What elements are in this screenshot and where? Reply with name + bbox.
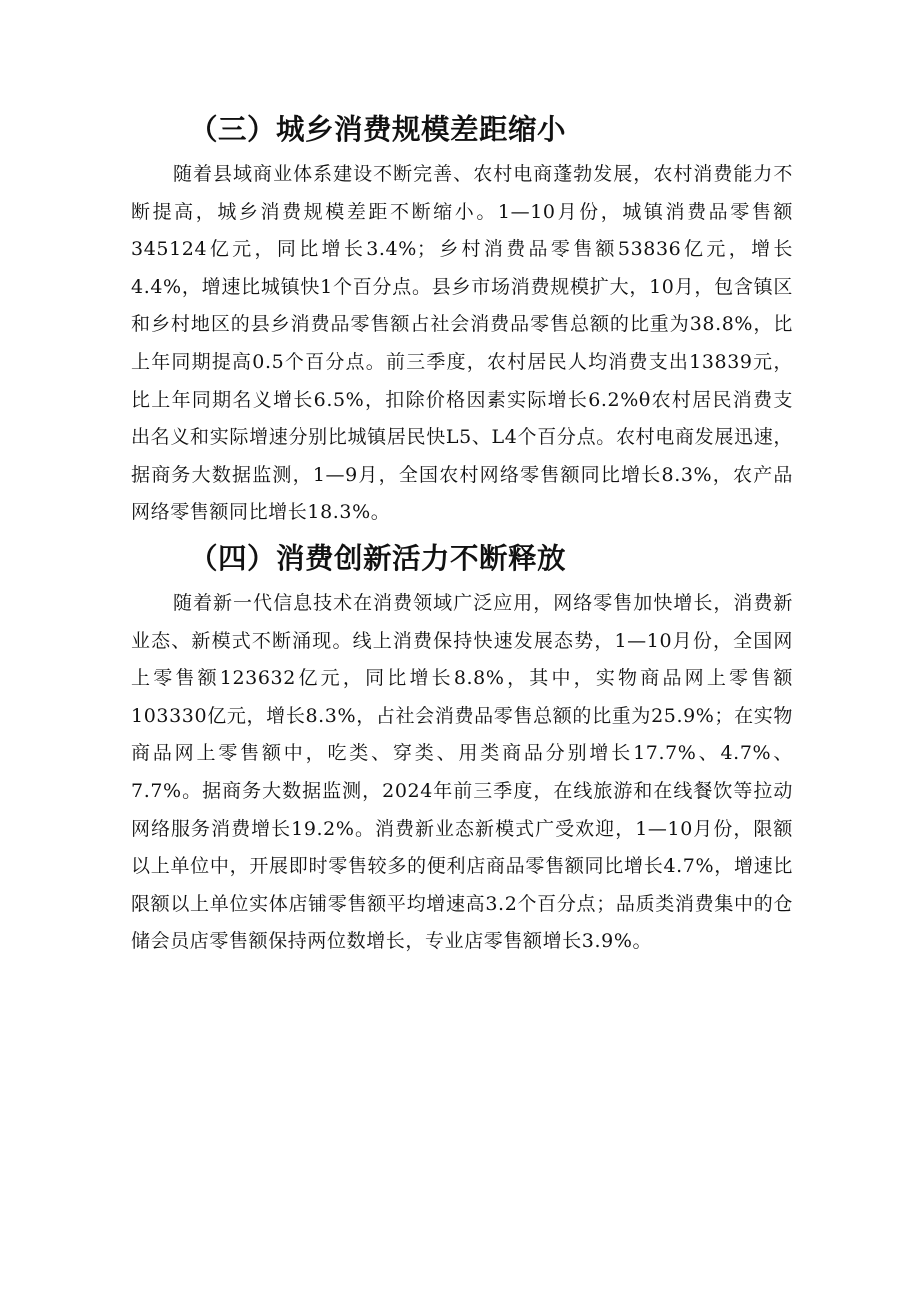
section-4-heading: （四）消费创新活力不断释放 (189, 540, 567, 575)
section-4-paragraph: 随着新一代信息技术在消费领域广泛应用，网络零售加快增长，消费新业态、新模式不断涌现。线上消费保持快速发展态势，1—10月份，全国网上零售额123632亿元，同比增长8.8%，其中，实物商品网上零售额103330亿元，增长8.3%，占社会消费品零售总额的比重为25.9%；在实物商品网上零售额中，吃类、穿类、用类商品分别增长17.7%、4.7%、7.7%。据商务大数据监测，2024年前三季度，在线旅游和在线餐饮等拉动网络服务消费增长19.2%。消费新业态新模式广受欢迎，1—10月份，限额以上单位中，开展即时零售较多的便利店商品零售额同比增长4.7%，增速比限额以上单位实体店铺零售额平均增速高3.2个百分点；品质类消费集中的仓储会员店零售额保持两位数增长，专业店零售额增长3.9%。 (131, 591, 793, 953)
spacer (131, 532, 793, 540)
section-3-paragraph: 随着县域商业体系建设不断完善、农村电商蓬勃发展，农村消费能力不断提高，城乡消费规模差距不断缩小。1—10月份，城镇消费品零售额345124亿元，同比增长3.4%；乡村消费品零售额53836亿元，增长4.4%，增速比城镇快1个百分点。县乡市场消费规模扩大，10月，包含镇区和乡村地区的县乡消费品零售额占社会消费品零售总额的比重为38.8%，比上年同期提高0.5个百分点。前三季度，农村居民人均消费支出13839元，比上年同期名义增长6.5%，扣除价格因素实际增长6.2%θ农村居民消费支出名义和实际增速分别比城镇居民快L5、L4个百分点。农村电商发展迅速，据商务大数据监测，1—9月，全国农村网络零售额同比增长8.3%，农产品网络零售额同比增长18.3%。 (131, 163, 793, 524)
spacer (131, 576, 793, 585)
section-3-heading: （三）城乡消费规模差距缩小 (189, 112, 567, 146)
spacer (131, 147, 793, 156)
document-page (131, 111, 793, 961)
